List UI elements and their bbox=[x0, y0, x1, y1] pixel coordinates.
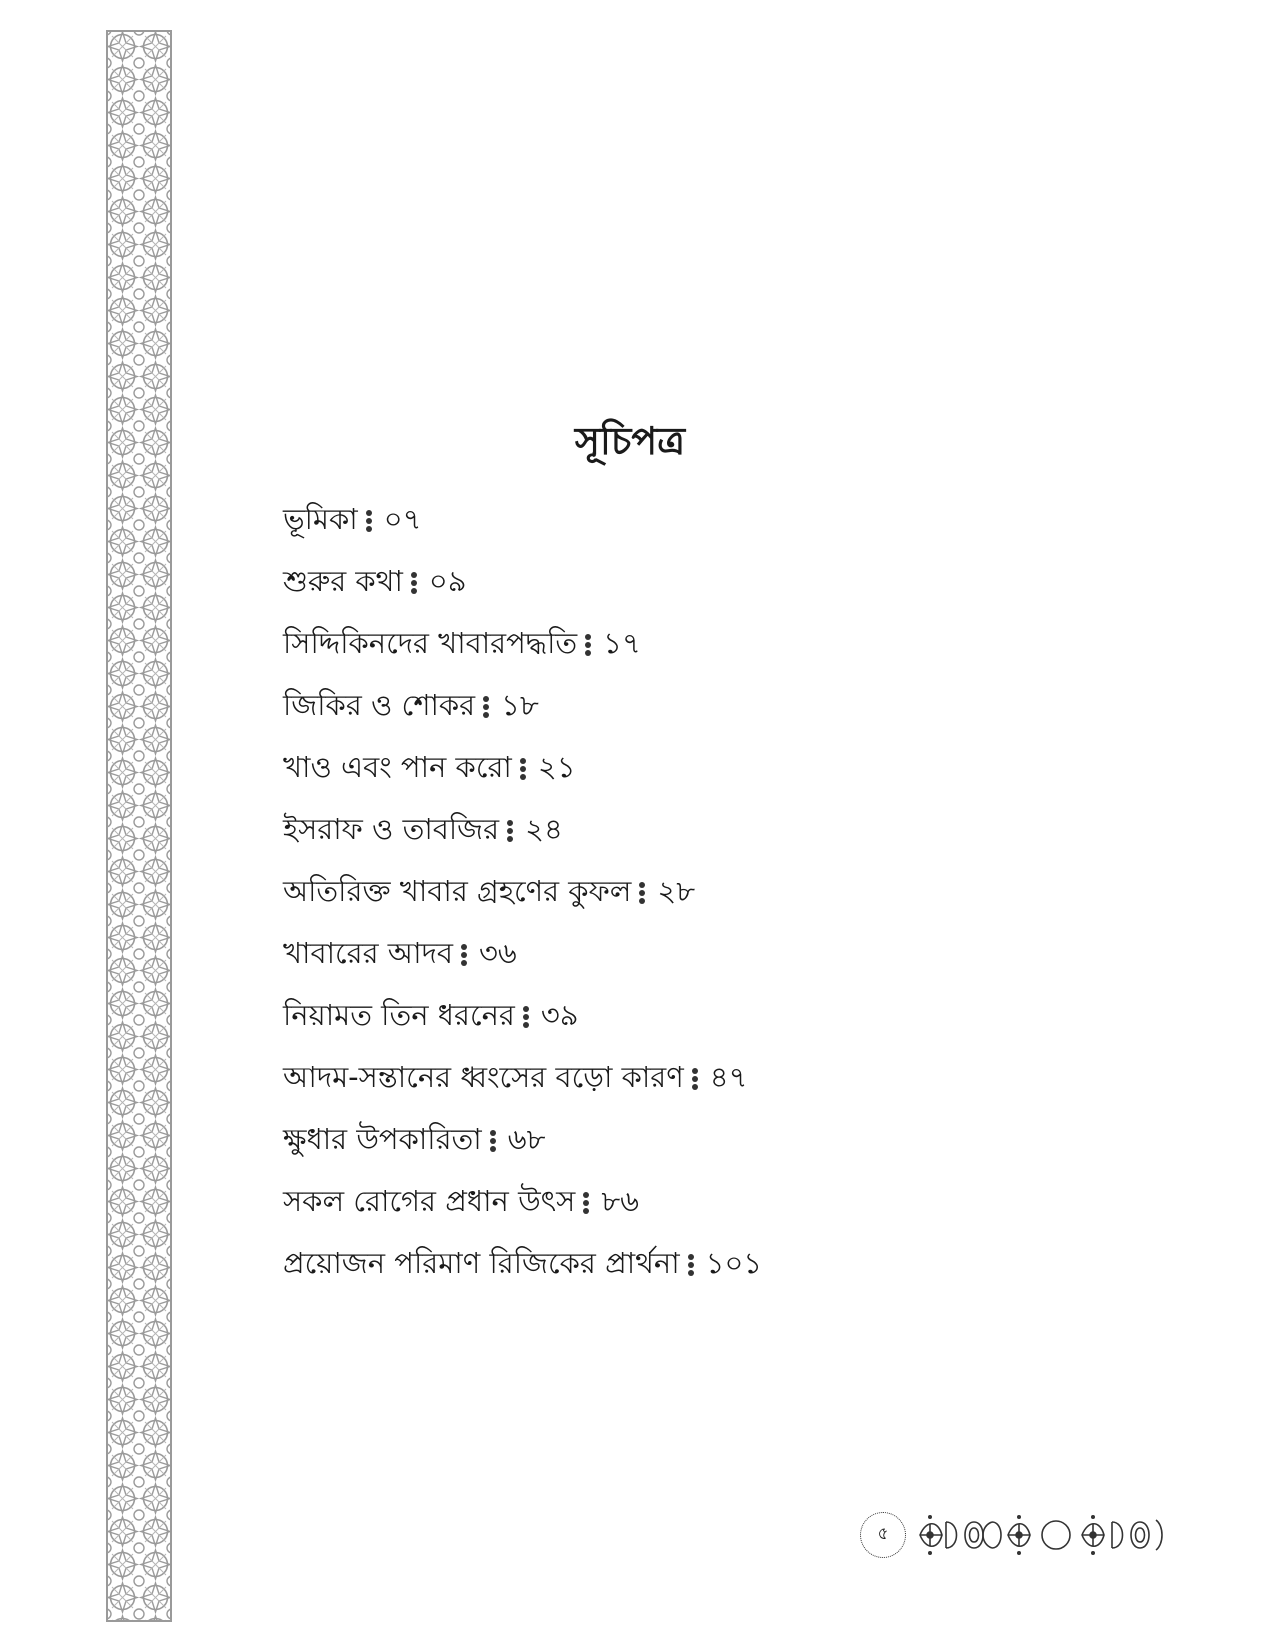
toc-item-page: ৩৯ bbox=[540, 997, 579, 1032]
toc-item bbox=[283, 676, 762, 738]
toc-item-label: ইসরাফ ও তাবজির bbox=[283, 811, 500, 846]
page-footer bbox=[860, 1512, 1166, 1560]
table-of-contents bbox=[283, 490, 762, 1296]
geometric-pattern-icon bbox=[106, 30, 172, 1622]
toc-item bbox=[283, 986, 762, 1048]
toc-item-label: নিয়ামত তিন ধরনের bbox=[283, 997, 515, 1032]
separator-dots-icon bbox=[366, 510, 372, 532]
toc-item bbox=[283, 862, 762, 924]
toc-item bbox=[283, 738, 762, 800]
separator-dots-icon bbox=[411, 572, 417, 594]
toc-item-page: ০৭ bbox=[383, 501, 422, 536]
toc-item-label: শুরুর কথা bbox=[283, 563, 403, 598]
toc-item bbox=[283, 490, 762, 552]
decorative-border-strip bbox=[106, 30, 172, 1622]
toc-item-page: ২৮ bbox=[657, 873, 696, 908]
toc-item-page: ২১ bbox=[537, 749, 576, 784]
toc-item bbox=[283, 800, 762, 862]
toc-item-label: সিদ্দিকিনদের খাবারপদ্ধতি bbox=[283, 625, 578, 660]
toc-item bbox=[283, 552, 762, 614]
separator-dots-icon bbox=[461, 944, 467, 966]
page-title: সূচিপত্র bbox=[574, 419, 686, 463]
toc-item-label: খাবারের আদব bbox=[283, 935, 453, 970]
toc-item-page: ০৯ bbox=[428, 563, 467, 598]
toc-item bbox=[283, 1234, 762, 1296]
separator-dots-icon bbox=[507, 820, 513, 842]
separator-dots-icon bbox=[688, 1254, 694, 1276]
toc-item-page: ৪৭ bbox=[709, 1059, 748, 1094]
toc-item-label: সকল রোগের প্রধান উৎস bbox=[283, 1183, 576, 1218]
toc-item-label: আদম-সন্তানের ধ্বংসের বড়ো কারণ bbox=[283, 1059, 684, 1094]
toc-item-label: অতিরিক্ত খাবার গ্রহণের কুফল bbox=[283, 873, 632, 908]
separator-dots-icon bbox=[483, 696, 489, 718]
toc-item-label: জিকির ও শোকর bbox=[283, 687, 476, 722]
separator-dots-icon bbox=[520, 758, 526, 780]
separator-dots-icon bbox=[692, 1068, 698, 1090]
toc-item-label: খাও এবং পান করো bbox=[283, 749, 512, 784]
ornamental-flourish-icon bbox=[916, 1512, 1166, 1558]
toc-item-page: ৬৮ bbox=[507, 1121, 546, 1156]
page-number-badge bbox=[860, 1512, 906, 1558]
toc-item-label: ক্ষুধার উপকারিতা bbox=[283, 1121, 482, 1156]
toc-item bbox=[283, 1172, 762, 1234]
toc-item-page: ১৮ bbox=[501, 687, 539, 722]
separator-dots-icon bbox=[585, 634, 591, 656]
separator-dots-icon bbox=[490, 1130, 496, 1152]
separator-dots-icon bbox=[639, 882, 645, 904]
toc-item-page: ৮৬ bbox=[601, 1183, 640, 1218]
toc-item-page: ১০১ bbox=[705, 1245, 763, 1280]
toc-item-label: প্রয়োজন পরিমাণ রিজিকের প্রার্থনা bbox=[283, 1245, 680, 1280]
toc-item bbox=[283, 614, 762, 676]
separator-dots-icon bbox=[523, 1006, 529, 1028]
separator-dots-icon bbox=[583, 1192, 589, 1214]
toc-item bbox=[283, 1048, 762, 1110]
page-number: ৫ bbox=[877, 1524, 889, 1544]
toc-item-page: ১৭ bbox=[603, 625, 641, 660]
toc-item-page: ৩৬ bbox=[478, 935, 517, 970]
toc-item bbox=[283, 1110, 762, 1172]
toc-item-page: ২৪ bbox=[525, 811, 563, 846]
toc-item-label: ভূমিকা bbox=[283, 501, 358, 536]
toc-item bbox=[283, 924, 762, 986]
